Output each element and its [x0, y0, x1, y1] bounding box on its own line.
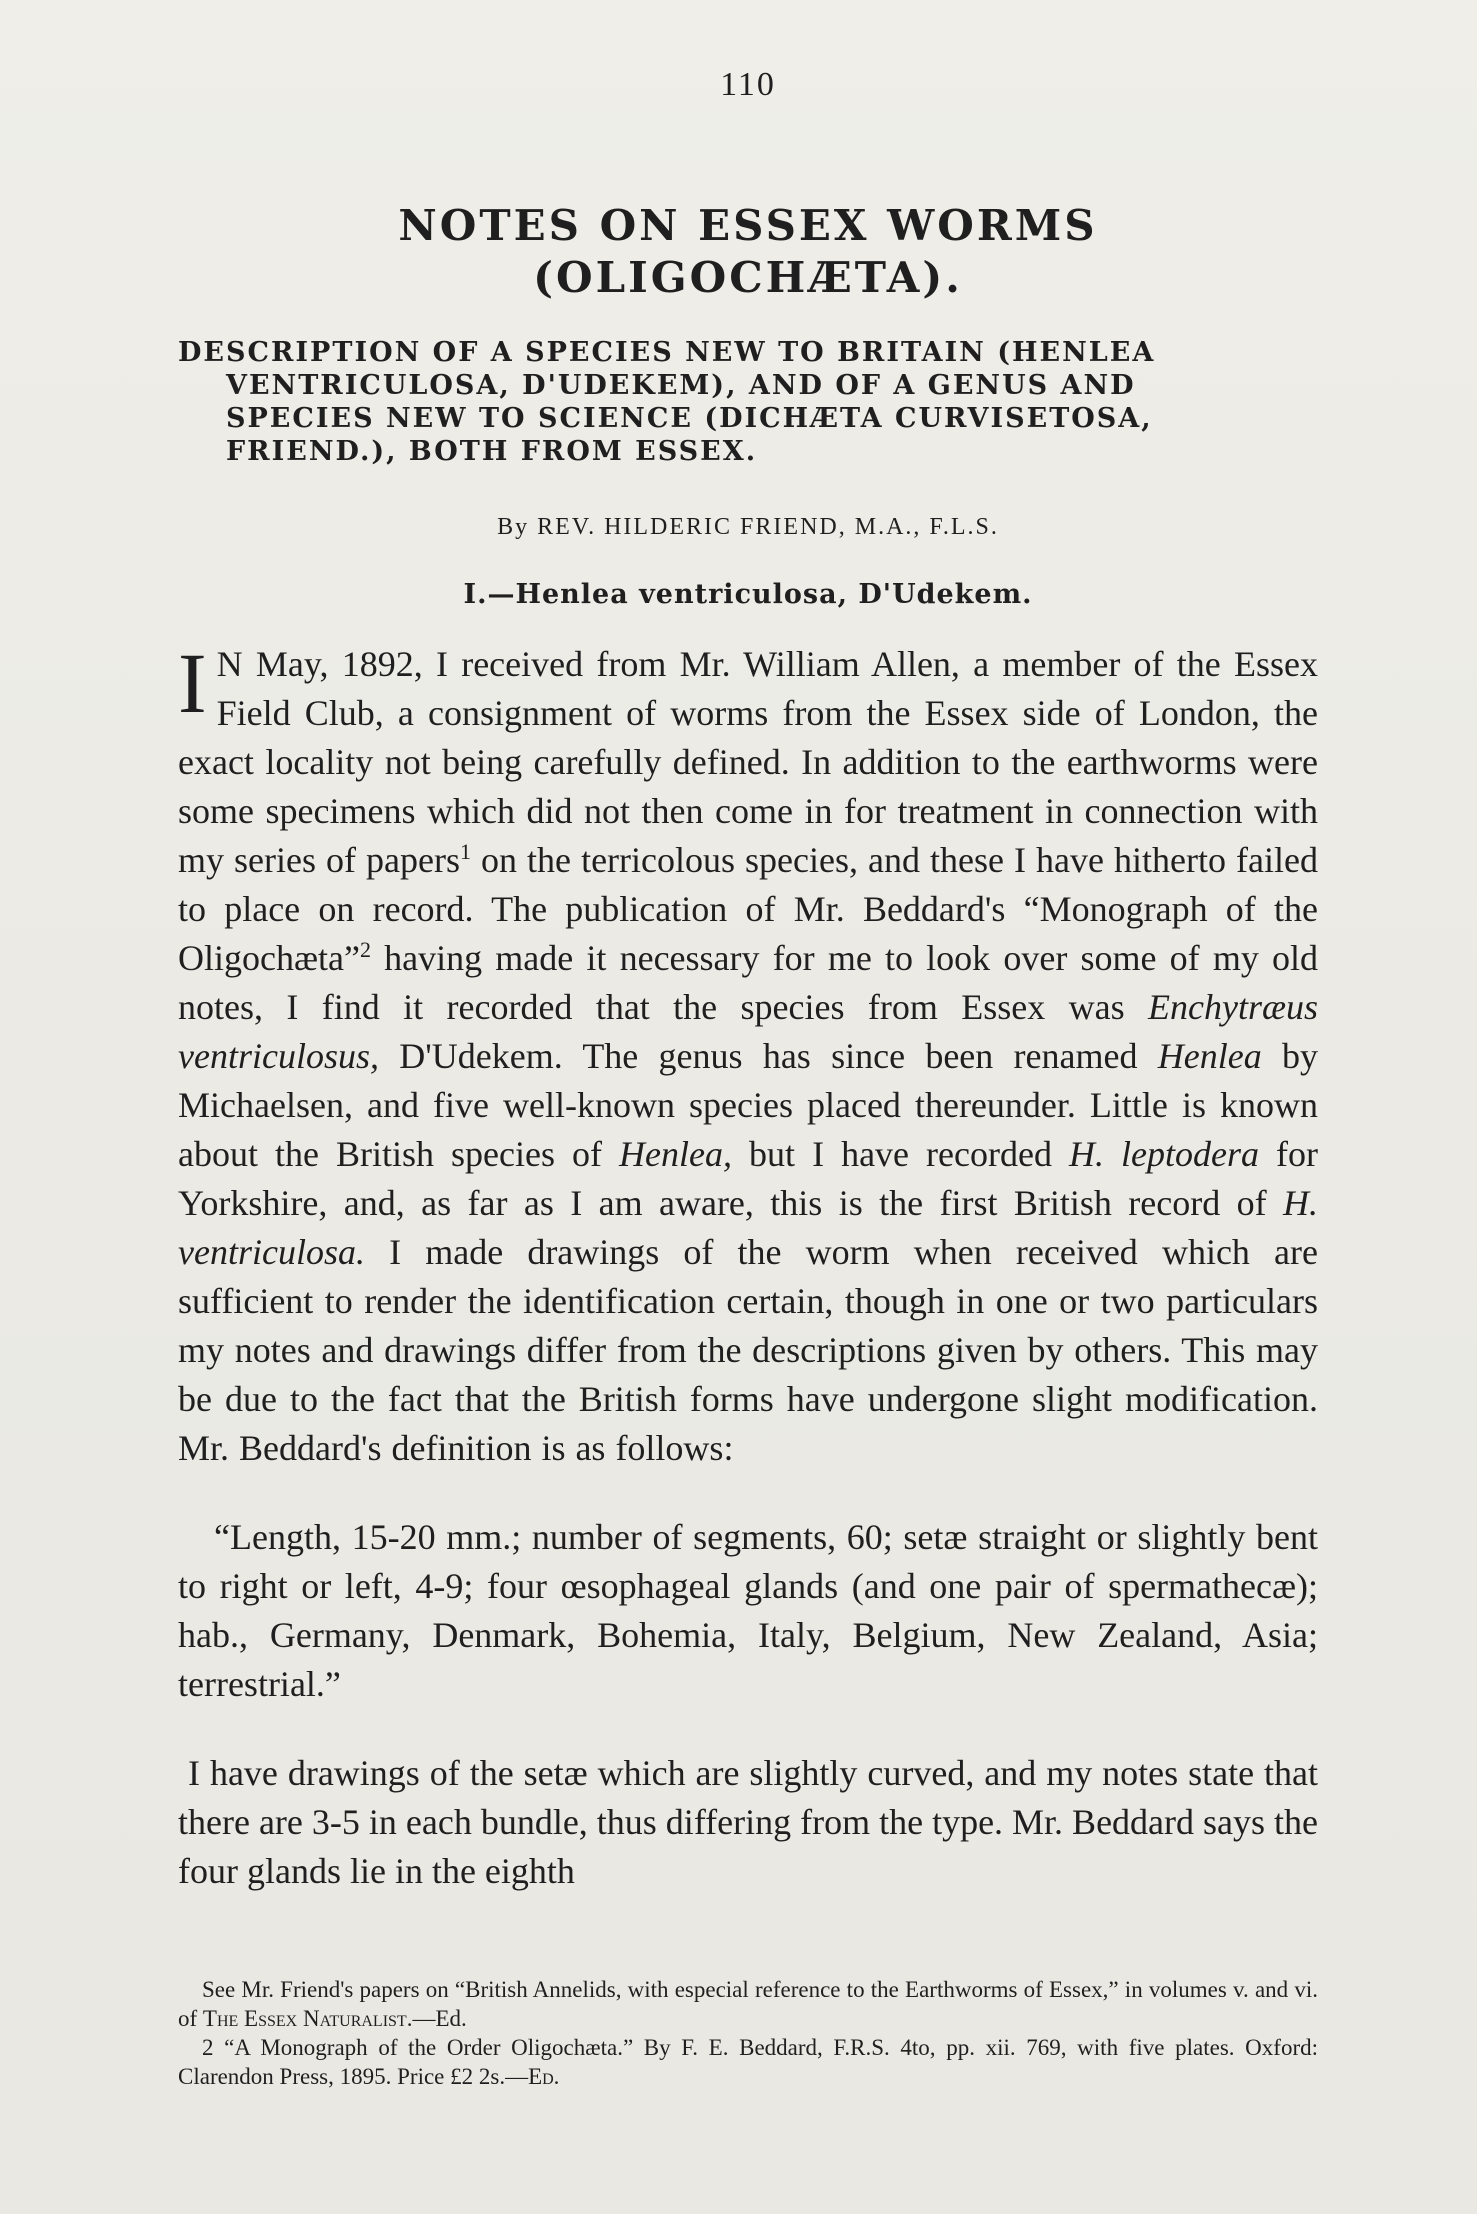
footnote-2: [178, 2033, 1318, 2091]
subtitle-line: DESCRIPTION OF A SPECIES NEW TO BRITAIN (HENLEA: [178, 337, 1156, 368]
page-number: 110: [720, 66, 776, 103]
intro-text: but I have recorded: [732, 1134, 1069, 1174]
author-byline: By REV. HILDERIC FRIEND, M.A., F.L.S.: [497, 514, 999, 540]
genus-name: Henlea: [1157, 1036, 1262, 1076]
article-subtitle: [178, 336, 1318, 468]
intro-paragraph: [178, 635, 1319, 1473]
footnote-text: Ed.: [528, 2064, 560, 2089]
footnote-ref: 1: [460, 839, 471, 864]
article: [178, 60, 1318, 1896]
footnotes: [178, 1975, 1318, 2091]
footnote-text: .—Ed.: [406, 2006, 467, 2031]
intro-text: having made it necessary for me to look over some of my old notes, I find it recorded that the species from Essex was: [178, 938, 1318, 1027]
journal-name: The Essex Naturalist: [202, 2006, 407, 2031]
quoted-definition: “Length, 15-20 mm.; number of segments, 60; setæ straight or slightly bent to right or left, 4-9; four œsophageal glands (and one pair of spermathecæ); hab., Germany, Denmark, Bohemia, Italy, Belgium, New Zealand, Asia; terrestrial.”: [178, 1517, 1318, 1704]
section-heading: I.—Henlea ventriculosa, D'Udekem.: [463, 579, 1033, 610]
subtitle-line: FRIEND.), BOTH FROM ESSEX.: [226, 436, 758, 467]
subtitle-line: SPECIES NEW TO SCIENCE (DICHÆTA CURVISETOSA,: [226, 403, 1153, 434]
genus-name: Henlea,: [619, 1134, 733, 1174]
footnote-text: “A Monograph of the Order Oligochæta.” By F. E. Beddard, F.R.S. 4to, pp. xii. 769, with five plates. Oxford: Clarendon Press, 1895. Price £2 2s.—: [178, 2035, 1318, 2089]
species-name: H. leptodera: [1069, 1134, 1259, 1174]
species-name: Enchytræus ventriculosus,: [178, 987, 1318, 1076]
drop-cap: I: [178, 635, 207, 731]
footnote-text: See Mr. Friend's papers on “British Annelids, with especial reference to the Earthworms of Essex,” in volumes v. and vi. of: [178, 1977, 1318, 2031]
article-title: NOTES ON ESSEX WORMS (OLIGOCHÆTA).: [398, 201, 1098, 302]
body-paragraph: I have drawings of the setæ which are slightly curved, and my notes state that there are 3-5 in each bundle, thus differing from the type. Mr. Beddard says the four glands lie in the eighth: [178, 1753, 1318, 1891]
footnote-ref: 2: [359, 937, 371, 962]
intro-text: for Yorkshire, and, as far as I am aware, this is the first British record of: [178, 1134, 1319, 1223]
intro-text: I made drawings of the worm when received which are sufficient to render the identification certain, though in one or two particulars my notes and drawings differ from the descriptions given by others. This may be due to the fact that the British forms have undergone slight modification. Mr. Beddard's definition is as follows:: [178, 1232, 1318, 1468]
intro-text: D'Udekem. The genus has since been renamed: [378, 1036, 1158, 1076]
footnote-1: [178, 1975, 1318, 2033]
subtitle-line: VENTRICULOSA, D'UDEKEM), AND OF A GENUS AND: [226, 370, 1136, 401]
footnote-mark: 2: [202, 2035, 214, 2060]
intro-text: N May, 1892, I received from Mr. William Allen, a member of the Essex Field Club, a consignment of worms from the Essex side of London, the exact locality not being carefully defined. In addition to the earthworms were some specimens which did not then come in for treatment in connection with my series of papers: [178, 644, 1318, 880]
intro-text: on the terricolous species, and these I have hitherto failed to place on record. The publication of Mr. Beddard's “Monograph of the Oligochæta”: [178, 840, 1318, 978]
intro-text: by Michaelsen, and five well-known species placed thereunder. Little is known about the British species of: [178, 1036, 1319, 1174]
species-name: H. ventriculosa.: [178, 1183, 1318, 1272]
